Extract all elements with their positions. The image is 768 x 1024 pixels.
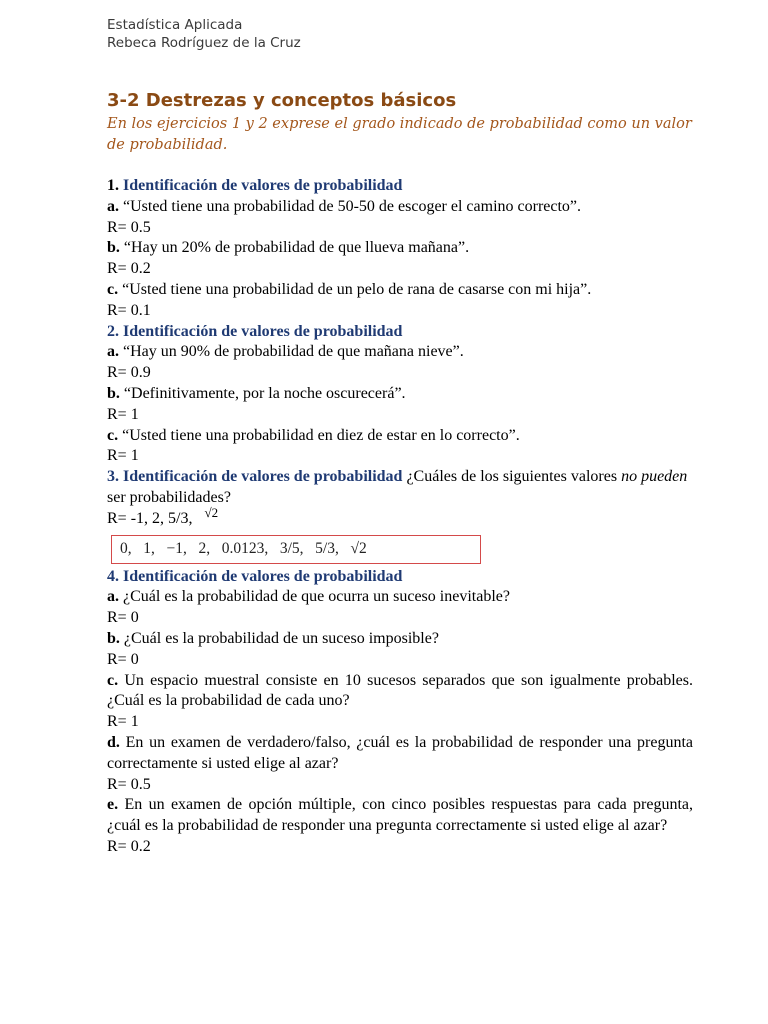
exercise-4b-answer: R= 0 <box>107 650 139 668</box>
header-course: Estadística Aplicada <box>107 17 243 33</box>
section-title: 3-2 Destrezas y conceptos básicos <box>107 90 457 111</box>
exercise-1-heading: 1. Identificación de valores de probabilidad <box>107 177 403 194</box>
exercise-2c: c. “Usted tiene una probabilidad en diez de estar en lo correcto”. <box>107 426 520 444</box>
exercise-4d-answer: R= 0.5 <box>107 775 151 793</box>
exercise-1b: b. “Hay un 20% de probabilidad de que llueva mañana”. <box>107 239 470 257</box>
exercise-4d: d. En un examen de verdadero/falso, ¿cuál es la probabilidad de responder una pregunta correctamente si usted elige al azar? <box>107 733 694 772</box>
exercise-2b: b. “Definitivamente, por la noche oscurecerá”. <box>107 384 406 402</box>
exercise-2c-answer: R= 1 <box>107 447 139 465</box>
section-intro: En los ejercicios 1 y 2 exprese el grado indicado de probabilidad como un valor de probabilidad. <box>107 116 692 153</box>
exercise-4b: b. ¿Cuál es la probabilidad de un suceso imposible? <box>107 629 439 647</box>
header-author: Rebeca Rodríguez de la Cruz <box>107 35 301 51</box>
exercise-1c: c. “Usted tiene una probabilidad de un pelo de rana de casarse con mi hija”. <box>107 280 592 298</box>
values-box: 0, 1, −1, 2, 0.0123, 3/5, 5/3, √2 <box>111 535 481 564</box>
exercise-2a-answer: R= 0.9 <box>107 364 151 382</box>
exercise-1b-answer: R= 0.2 <box>107 260 151 278</box>
exercise-4a-answer: R= 0 <box>107 609 139 627</box>
exercise-4-heading: 4. Identificación de valores de probabilidad <box>107 567 403 585</box>
exercises-body <box>107 176 693 858</box>
exercise-4a: a. ¿Cuál es la probabilidad de que ocurra un suceso inevitable? <box>107 588 510 606</box>
exercise-4e: e. En un examen de opción múltiple, con cinco posibles respuestas para cada pregunta, ¿cuál es la probabilidad de responder una pregunta correctamente si usted elige al azar? <box>107 796 694 835</box>
exercise-1c-answer: R= 0.1 <box>107 301 151 319</box>
exercise-2-heading: 2. Identificación de valores de probabilidad <box>107 322 403 340</box>
sqrt-two-symbol: √2 <box>204 504 219 520</box>
exercise-2a: a. “Hay un 90% de probabilidad de que mañana nieve”. <box>107 343 464 361</box>
exercise-3-answer: R= -1, 2, 5/3, √2 <box>107 504 219 527</box>
exercise-1a-answer: R= 0.5 <box>107 218 151 236</box>
exercise-2b-answer: R= 1 <box>107 405 139 423</box>
exercise-4c-answer: R= 1 <box>107 713 139 731</box>
exercise-1a: a. “Usted tiene una probabilidad de 50-50 de escoger el camino correcto”. <box>107 197 582 215</box>
exercise-4e-answer: R= 0.2 <box>107 837 151 855</box>
exercise-4c: c. Un espacio muestral consiste en 10 sucesos separados que son igualmente probables. ¿Cuál es la probabilidad de cada uno? <box>107 671 694 710</box>
exercise-3-question: 3. Identificación de valores de probabilidad ¿Cuáles de los siguientes valores no pueden ser probabilidades? <box>107 468 688 506</box>
